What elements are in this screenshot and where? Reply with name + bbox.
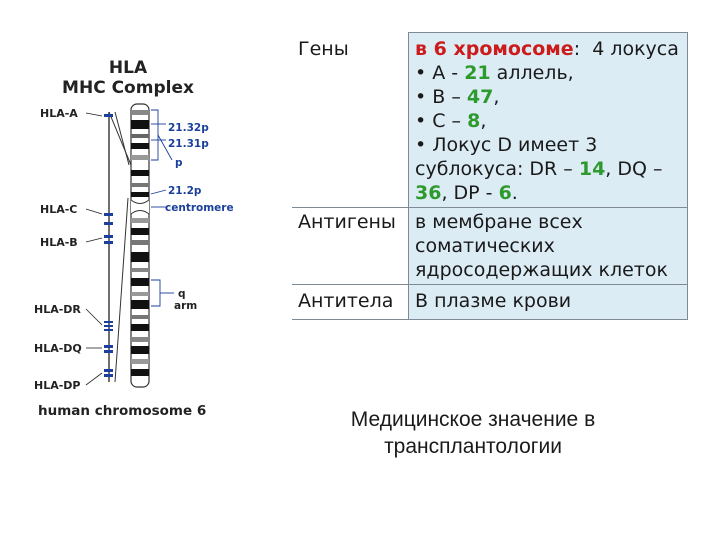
antigens-line-2: соматических	[415, 235, 555, 257]
locus-c-count: 8	[467, 110, 481, 132]
gene-label-hla-a: HLA-A	[40, 107, 78, 120]
table-row-antibodies	[292, 285, 688, 320]
band-label-p: p	[175, 157, 183, 169]
hla-chromosome-diagram	[0, 0, 290, 430]
band-label-21-32p: 21.32p	[168, 122, 209, 134]
genes-location-line	[415, 37, 681, 61]
sublocus-dq-count: 36	[415, 182, 442, 204]
band-label-centromere: centromere	[165, 202, 234, 214]
gene-label-hla-dq: HLA-DQ	[34, 342, 82, 355]
sublocus-mid: , DQ –	[605, 158, 663, 180]
row-label-genes	[292, 33, 409, 208]
genes-sublocus-line2	[415, 181, 681, 205]
antigens-label: Антигены	[298, 211, 396, 233]
locus-a-prefix: • А -	[415, 62, 465, 84]
gene-label-hla-c: HLA-C	[40, 203, 78, 216]
locus-a-suffix: аллель,	[490, 62, 574, 84]
genes-locus-a	[415, 61, 681, 85]
locus-b-suffix: ,	[493, 86, 500, 108]
genes-location-highlight: в 6 хромосоме	[415, 38, 574, 60]
row-label-antigens	[292, 208, 409, 285]
antigens-line-3: ядросодержащих клеток	[415, 259, 668, 281]
mhc-region-detail	[104, 112, 131, 382]
hla-info-table	[292, 32, 688, 320]
row-label-antibodies	[292, 285, 409, 320]
sublocus-dp-prefix: , DP -	[441, 182, 499, 204]
genes-locus-c	[415, 109, 681, 133]
band-label-21-31p: 21.31p	[168, 138, 209, 150]
locus-b-count: 47	[466, 86, 494, 108]
genes-locus-d: • Локус D имеет 3	[415, 134, 598, 156]
diagram-title-hla: HLA	[108, 58, 148, 78]
sublocus-prefix: сублокуса: DR –	[415, 158, 579, 180]
antibodies-value: В плазме крови	[415, 290, 572, 312]
gene-label-hla-dr: HLA-DR	[34, 303, 81, 316]
slide-caption	[300, 406, 646, 460]
sublocus-dr-count: 14	[578, 158, 606, 180]
sublocus-end: .	[511, 182, 518, 204]
locus-c-suffix: ,	[480, 110, 487, 132]
antigens-line-1: в мембране всех	[415, 211, 583, 233]
antigens-content	[409, 208, 688, 285]
diagram-footer: human chromosome 6	[38, 403, 207, 419]
caption-line-1: Медицинское значение в	[350, 408, 596, 431]
sublocus-dp-count: 6	[498, 182, 512, 204]
genes-sublocus-line	[415, 157, 681, 181]
gene-label-hla-b: HLA-B	[40, 236, 78, 249]
genes-locus-b	[415, 85, 681, 109]
locus-b-prefix: • В –	[415, 86, 467, 108]
antibodies-content	[409, 285, 688, 320]
band-label-q: q	[178, 288, 186, 300]
band-label-21-2p: 21.2p	[168, 185, 202, 197]
caption-line-2: трансплантологии	[384, 435, 562, 458]
chromosome-6	[131, 104, 149, 387]
band-label-arm: arm	[174, 300, 198, 312]
diagram-title-mhc: MHC Complex	[62, 78, 194, 98]
locus-a-count: 21	[464, 62, 491, 84]
gene-label-hla-dp: HLA-DP	[34, 379, 81, 392]
table-row-antigens	[292, 208, 688, 285]
genes-label: Гены	[298, 37, 349, 60]
genes-content	[409, 33, 688, 208]
locus-c-prefix: • С –	[415, 110, 468, 132]
genes-location-colon: :	[573, 38, 581, 60]
antibodies-label: Антитела	[298, 290, 394, 312]
table-row-genes	[292, 33, 688, 208]
genes-location-rest: 4 локуса	[580, 38, 679, 60]
